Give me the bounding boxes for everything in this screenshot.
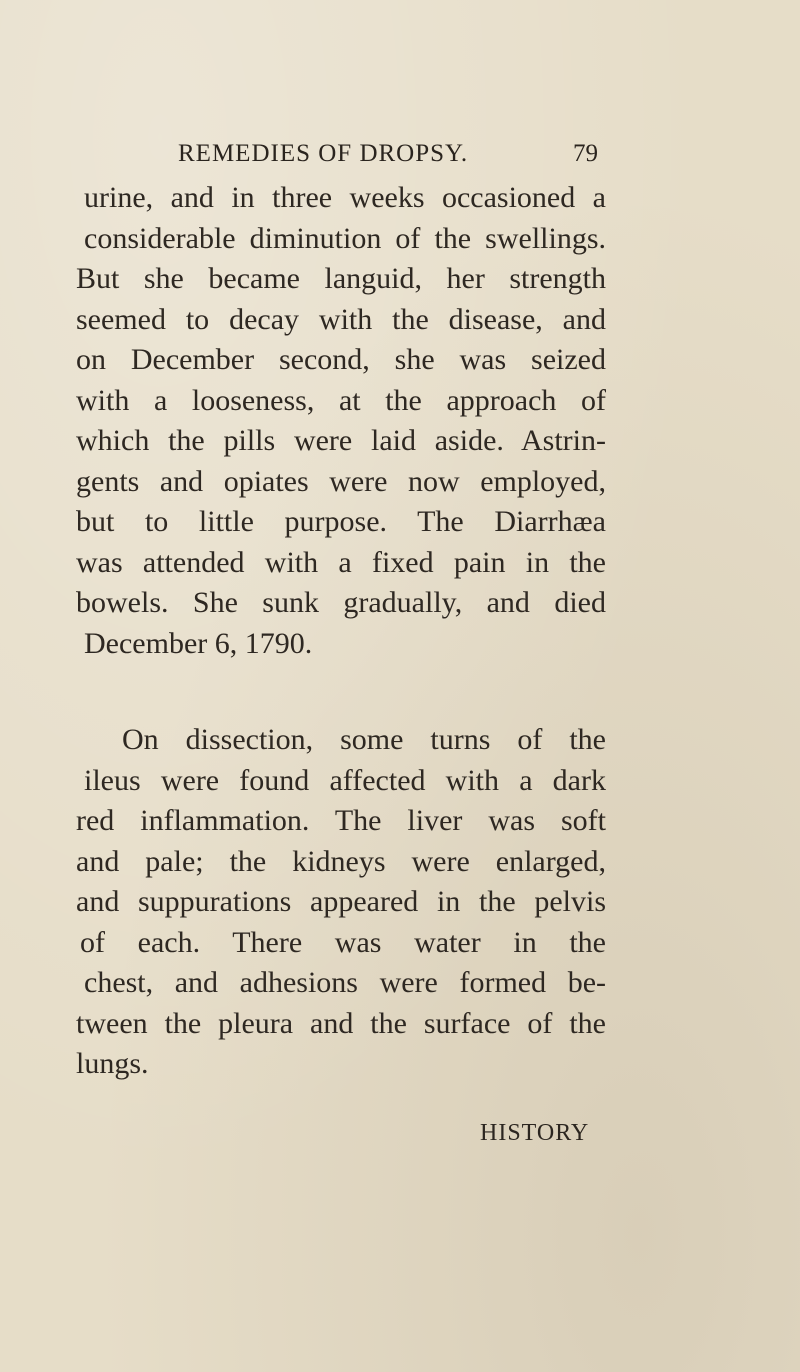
text-line: gents and opiates were now employed, <box>76 464 606 498</box>
text-line: and pale; the kidneys were enlarged, <box>76 844 606 878</box>
text-line: December 6, 1790. <box>84 626 313 660</box>
text-line: considerable diminution of the swellings. <box>84 221 606 255</box>
running-head <box>178 136 598 172</box>
text-line: with a looseness, at the approach of <box>76 383 606 417</box>
paragraph-2 <box>66 720 606 1085</box>
text-line: bowels. She sunk gradually, and died <box>76 586 606 619</box>
text-line: which the pills were laid aside. Astrin- <box>76 424 606 457</box>
text-line: urine, and in three weeks occasioned a <box>84 181 606 214</box>
body-text <box>66 178 606 1085</box>
text-line: ileus were found affected with a dark <box>84 763 606 797</box>
text-line: and suppurations appeared in the pelvis <box>76 885 606 918</box>
text-line: lungs. <box>76 1047 149 1080</box>
running-head-title: REMEDIES OF DROPSY. <box>178 140 469 167</box>
text-line: But she became languid, her strength <box>76 262 606 295</box>
text-line: on December second, she was seized <box>76 343 606 376</box>
text-line: but to little purpose. The Diarrhæa <box>76 505 606 538</box>
text-line: chest, and adhesions were formed be- <box>84 966 606 999</box>
catchword: HISTORY <box>480 1120 590 1146</box>
paragraph-1 <box>66 178 606 664</box>
text-line: seemed to decay with the disease, and <box>76 302 606 336</box>
text-line: red inflammation. The liver was soft <box>76 804 606 837</box>
text-line: was attended with a fixed pain in the <box>76 545 606 579</box>
text-line: On dissection, some turns of the <box>122 723 606 756</box>
text-line: of each. There was water in the <box>80 925 606 959</box>
text-line: tween the pleura and the surface of the <box>76 1006 606 1040</box>
page-number: 79 <box>573 140 598 167</box>
